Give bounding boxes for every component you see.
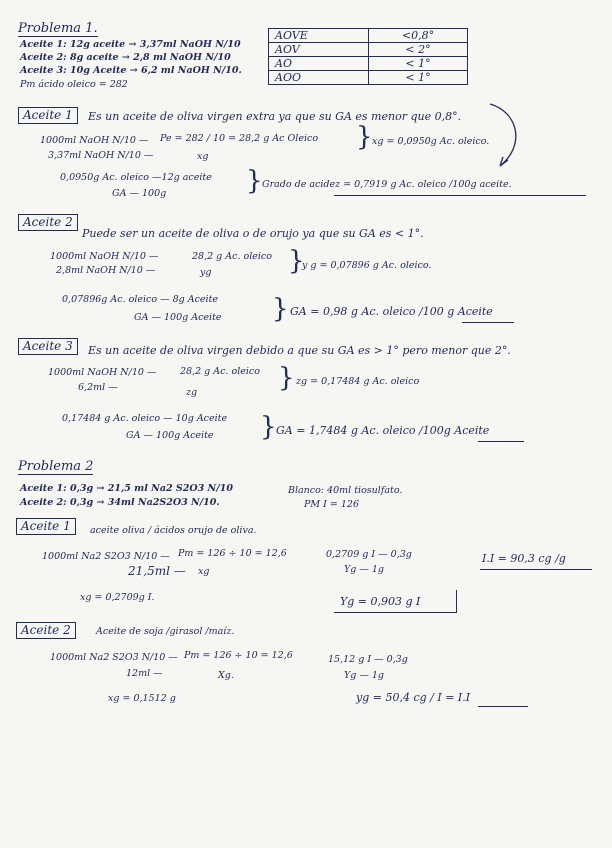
p2-aceite-2-type: Aceite de soja /girasol /maíz. [96, 626, 235, 637]
p1-aceite-2-label: Aceite 2 [18, 214, 78, 231]
brace-icon: } [272, 294, 289, 324]
p2-aceite-1-label: Aceite 1 [16, 518, 76, 535]
p1-a3-step-1a: 1000ml NaOH N/10 — [48, 367, 157, 378]
p1-a2-step-1a: 1000ml NaOH N/10 — [50, 251, 159, 262]
p2-data-line-1: Aceite 1: 0,3g → 21,5 ml Na2 S2O3 N/10 [20, 483, 233, 494]
p2-a1-iodine-index: I.I = 90,3 cg /g [482, 552, 566, 565]
p2-a2-final-result: yg = 50,4 cg / I = I.I [356, 691, 471, 704]
p2-a1-result: xg = 0,2709g I. [80, 592, 155, 603]
p1-a3-step-2b: zg [186, 387, 198, 398]
p1-a1-result: xg = 0,0950g Ac. oleico. [372, 136, 490, 147]
p2-a1-step-1a: 1000ml Na2 S2O3 N/10 — [42, 551, 170, 562]
p2-a1-step-2a: 21,5ml — [128, 564, 186, 578]
curved-arrow-icon [478, 100, 528, 175]
p2-a1-rule-2: Yg — 1g [344, 564, 385, 575]
brace-icon: } [288, 246, 305, 276]
p1-a1-final-result: Grado de acidez = 0,7919 g Ac. oleico /100g aceite. [262, 179, 512, 190]
p2-a1-rule-1: 0,2709 g I — 0,3g [326, 549, 412, 560]
p1-data-line-2: Aceite 2: 8g aceite → 2,8 ml NaOH N/10 [20, 52, 231, 63]
table-row [269, 71, 468, 85]
p2-a2-step-1b: Pm = 126 ÷ 10 = 12,6 [184, 650, 293, 661]
p1-a3-step-1b: 28,2 g Ac. oleico [180, 366, 260, 377]
p1-a3-final-result: GA = 1,7484 g Ac. oleico /100g Aceite [276, 424, 490, 437]
p2-a2-rule-1: 15,12 g I — 0,3g [328, 654, 408, 665]
p1-a1-step-1b: Pe = 282 / 10 = 28,2 g Ac Oleico [160, 133, 319, 144]
p1-a2-step-1b: 28,2 g Ac. oleico [192, 251, 272, 262]
p1-data-line-4: Pm ácido oleico = 282 [20, 79, 128, 90]
p2-a2-rule-2: Yg — 1g [344, 670, 385, 681]
result-underline [334, 195, 586, 196]
brace-icon: } [278, 363, 295, 393]
table-cell-type: AO [269, 57, 369, 71]
p1-a1-step-3: 0,0950g Ac. oleico —12g aceite [60, 172, 212, 183]
brace-icon: } [356, 122, 373, 152]
problem-1-title: Problema 1. [18, 21, 98, 36]
p1-a2-step-2b: yg [200, 267, 212, 278]
result-underline [478, 441, 524, 442]
p1-data-line-1: Aceite 1: 12g aceite → 3,37ml NaOH N/10 [20, 39, 241, 50]
p2-blank: Blanco: 40ml tiosulfato. [288, 485, 403, 496]
result-frame [334, 590, 457, 613]
table-cell-type: AOV [269, 43, 369, 57]
p1-data-line-3: Aceite 3: 10g Aceite → 6,2 ml NaOH N/10. [20, 65, 242, 76]
p1-a3-step-3: 0,17484 g Ac. oleico — 10g Aceite [62, 413, 228, 424]
p1-a1-step-2b: xg [197, 151, 209, 162]
result-underline [478, 706, 528, 707]
p1-a2-step-4: GA — 100g Aceite [134, 312, 222, 323]
table-row [269, 29, 468, 43]
p2-a2-step-1a: 1000ml Na2 S2O3 N/10 — [50, 652, 178, 663]
brace-icon: } [246, 166, 263, 196]
p2-a1-step-1b: Pm = 126 ÷ 10 = 12,6 [178, 548, 287, 559]
p1-a3-result: zg = 0,17484 g Ac. oleico [296, 376, 420, 387]
p1-a1-step-2a: 3,37ml NaOH N/10 — [48, 150, 154, 161]
table-cell-limit: < 1° [369, 57, 468, 71]
p1-a1-step-4: GA — 100g [112, 188, 167, 199]
p1-a1-step-1a: 1000ml NaOH N/10 — [40, 135, 149, 146]
p2-a2-result: xg = 0,1512 g [108, 693, 176, 704]
p1-a2-step-3: 0,07896g Ac. oleico — 8g Aceite [62, 294, 219, 305]
p2-a1-step-2b: xg [198, 566, 210, 577]
p2-pm: PM I = 126 [304, 499, 360, 510]
p1-a3-step-4: GA — 100g Aceite [126, 430, 214, 441]
p2-a2-step-2a: 12ml — [126, 668, 163, 679]
p2-a1-final-result: Yg = 0,903 g I [340, 595, 421, 608]
p2-a2-step-2b: Xg. [218, 670, 234, 681]
table-cell-limit: <0,8° [369, 29, 468, 43]
p1-a3-step-2a: 6,2ml — [78, 382, 118, 393]
p1-aceite-3-conclusion: Es un aceite de oliva virgen debido a que su GA es > 1° pero menor que 2°. [88, 344, 511, 357]
table-cell-limit: < 2° [369, 43, 468, 57]
table-row [269, 43, 468, 57]
p1-a2-result: y g = 0,07896 g Ac. oleico. [302, 260, 432, 271]
p1-a2-final-result: GA = 0,98 g Ac. oleico /100 g Aceite [290, 305, 493, 318]
p1-aceite-2-conclusion: Puede ser un aceite de oliva o de orujo ya que su GA es < 1°. [82, 227, 424, 240]
p2-aceite-1-type: aceite oliva / ácidos orujo de oliva. [90, 525, 257, 536]
result-underline [462, 322, 514, 323]
table-cell-limit: < 1° [369, 71, 468, 85]
p2-aceite-2-label: Aceite 2 [16, 622, 76, 639]
p2-data-line-2: Aceite 2: 0,3g → 34ml Na2S2O3 N/10. [20, 497, 220, 508]
result-underline [480, 569, 592, 570]
brace-icon: } [260, 412, 277, 442]
acidity-grade-table [268, 28, 468, 85]
table-cell-type: AOO [269, 71, 369, 85]
table-cell-type: AOVE [269, 29, 369, 43]
p1-aceite-1-label: Aceite 1 [18, 107, 78, 124]
p1-aceite-1-conclusion: Es un aceite de oliva virgen extra ya que su GA es menor que 0,8°. [88, 110, 462, 123]
p1-aceite-3-label: Aceite 3 [18, 338, 78, 355]
problem-2-title: Problema 2 [18, 459, 94, 474]
table-row [269, 57, 468, 71]
p1-a2-step-2a: 2,8ml NaOH N/10 — [56, 265, 156, 276]
